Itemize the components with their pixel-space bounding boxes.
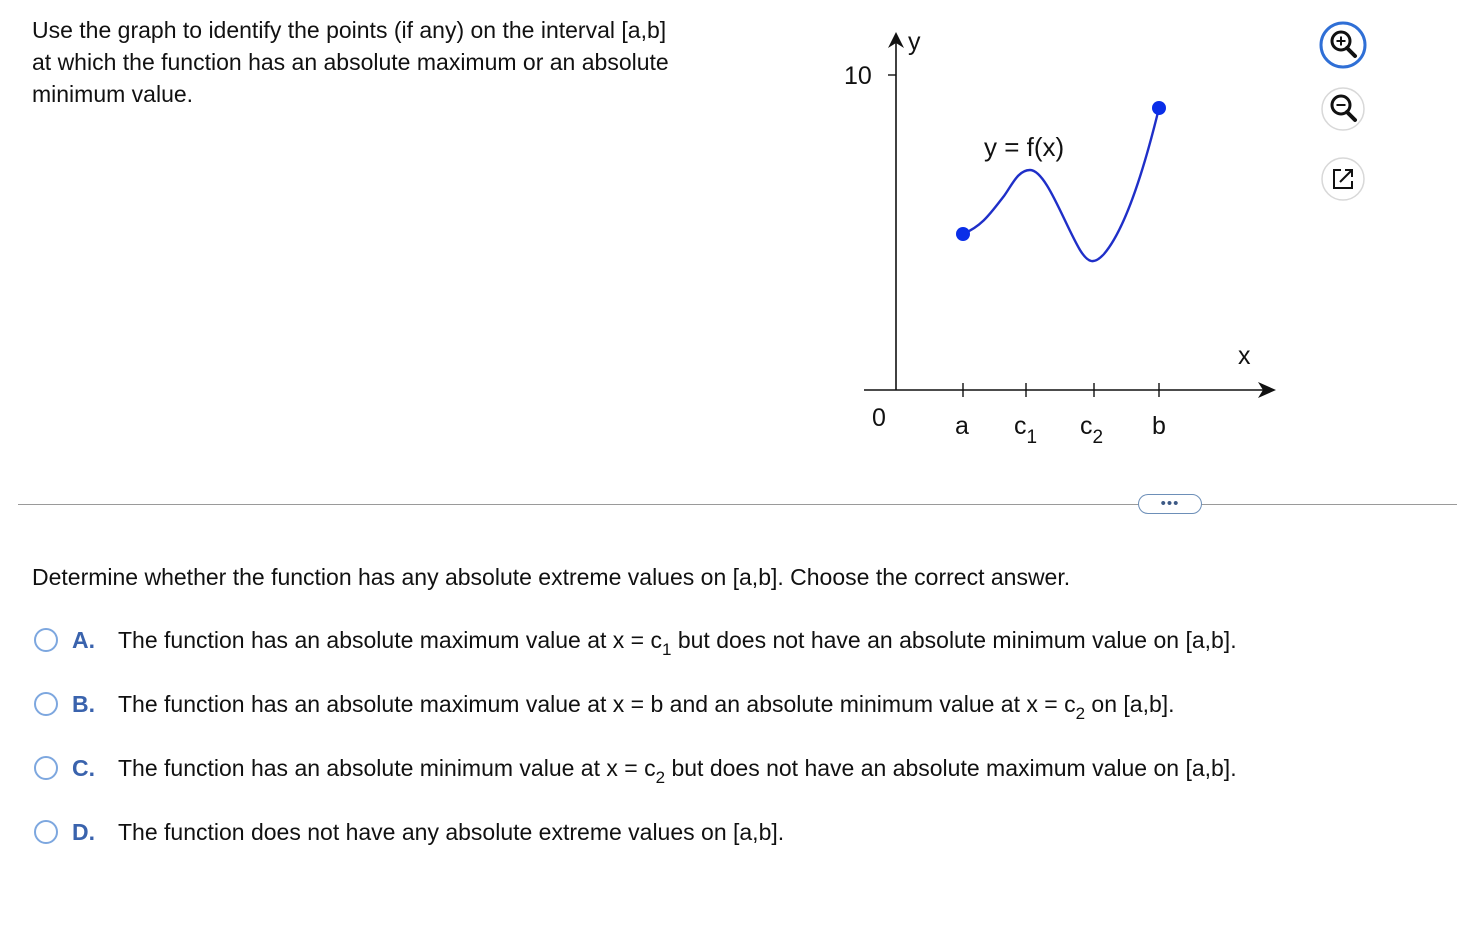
function-curve <box>963 108 1159 261</box>
more-button[interactable]: ••• <box>1138 494 1202 514</box>
option-d-letter: D. <box>72 818 95 845</box>
radio-c[interactable] <box>34 756 58 780</box>
section-divider <box>18 504 1457 505</box>
option-d[interactable] <box>34 812 784 852</box>
zoom-in-button[interactable] <box>1318 20 1368 70</box>
x-axis-label: x <box>1238 342 1251 370</box>
y-tick-label: 10 <box>844 62 872 90</box>
radio-d[interactable] <box>34 820 58 844</box>
option-a-letter: A. <box>72 626 95 653</box>
tick-label-c2: $c_2$ <box>1080 412 1104 448</box>
radio-b[interactable] <box>34 692 58 716</box>
prompt-line-3: minimum value. <box>32 81 194 107</box>
y-axis-label: y <box>908 28 921 56</box>
function-graph <box>830 18 1290 458</box>
function-label: y = f(x) <box>984 132 1065 162</box>
question-text: Determine whether the function has any absolute extreme values on [a,b]. Choose the correct answer. <box>32 564 1071 590</box>
prompt-line-2: at which the function has an absolute maximum or an absolute <box>32 49 669 75</box>
option-c-letter: C. <box>72 754 95 781</box>
zoom-out-button[interactable] <box>1318 84 1368 134</box>
zoom-in-icon <box>1318 20 1368 70</box>
option-a[interactable] <box>34 620 1237 660</box>
tick-label-a: a <box>955 412 969 440</box>
option-a-text: The function has an absolute maximum value at $x = c_1$ but does not have an absolute minimum value on [a,b]. <box>118 626 1237 659</box>
origin-label: 0 <box>872 404 886 432</box>
option-c-text: The function has an absolute minimum value at $x = c_2$ but does not have an absolute maximum value on [a,b]. <box>118 754 1237 787</box>
option-c[interactable] <box>34 748 1237 788</box>
endpoint-a <box>956 227 970 241</box>
endpoint-b <box>1152 101 1166 115</box>
prompt-line-1: Use the graph to identify the points (if any) on the interval [a,b] <box>32 17 667 43</box>
tick-label-b: b <box>1152 412 1166 440</box>
popout-button[interactable] <box>1318 154 1368 204</box>
option-b-letter: B. <box>72 690 95 717</box>
option-d-text: The function does not have any absolute extreme values on [a,b]. <box>118 818 785 845</box>
option-b[interactable] <box>34 684 1175 724</box>
problem-prompt <box>32 14 792 110</box>
option-b-text: The function has an absolute maximum value at x = b and an absolute minimum value at $x = c_2$ on [a,b]. <box>118 690 1175 723</box>
zoom-out-icon <box>1318 84 1368 134</box>
external-link-icon <box>1318 154 1368 204</box>
tick-label-c1: $c_1$ <box>1014 412 1038 448</box>
radio-a[interactable] <box>34 628 58 652</box>
